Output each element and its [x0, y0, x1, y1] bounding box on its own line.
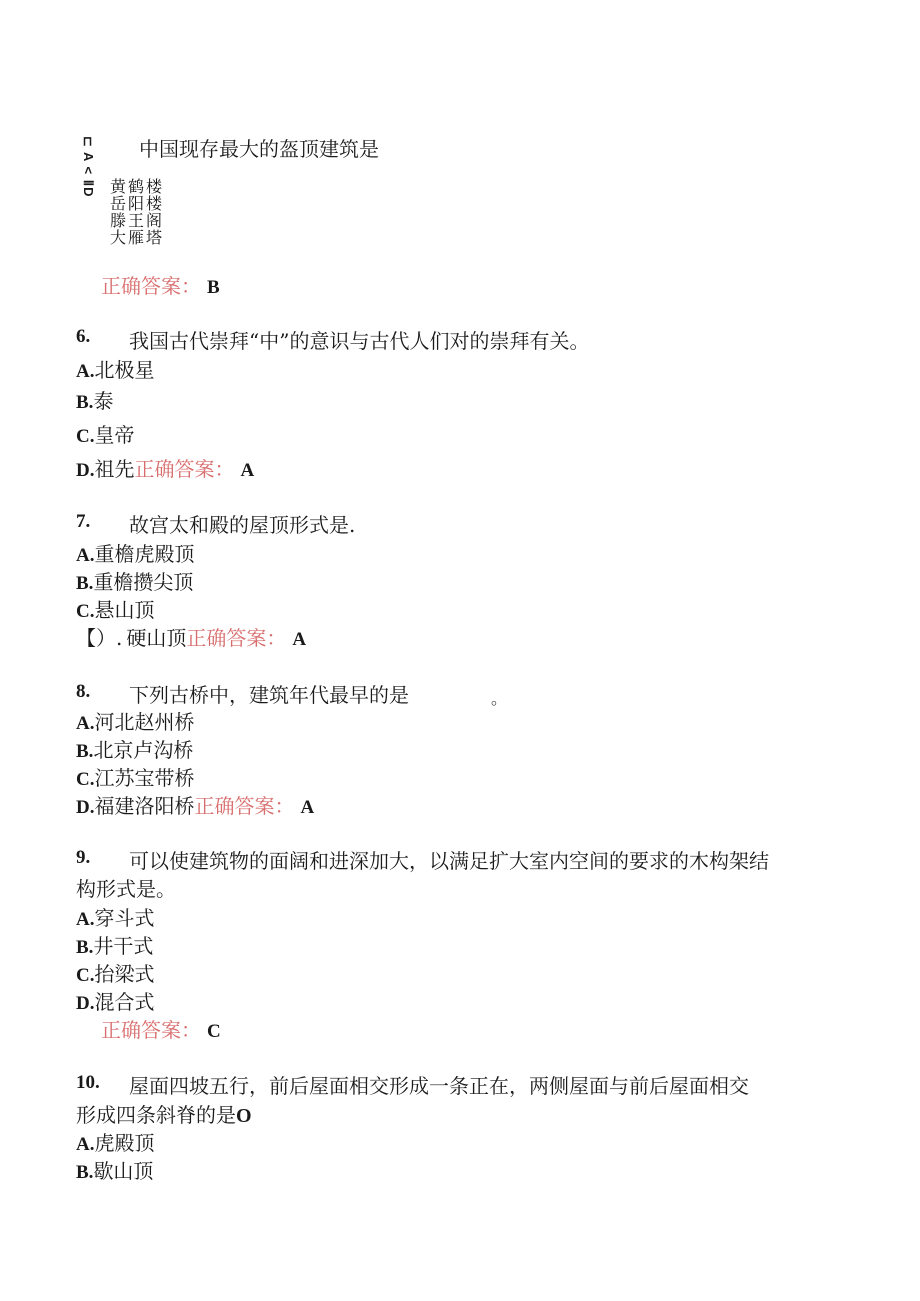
question-7-number: 7.: [76, 511, 91, 532]
question-7-option-b: B.重檐攒尖顶: [76, 570, 194, 594]
answer-label: 正确答案：: [186, 626, 287, 650]
answer-label: 正确答案：: [101, 1018, 201, 1042]
question-9-number: 9.: [76, 847, 91, 868]
question-6-option-a: A.北极星: [76, 358, 155, 382]
question-8-option-d: D.福建洛阳桥正确答案： A: [76, 794, 315, 818]
question-7-option-a: A.重檐虎殿顶: [76, 542, 195, 566]
question-6-option-c: C.皇帝: [76, 423, 135, 447]
question-6-option-d: D.祖先正确答案： A: [76, 457, 255, 481]
answer-label: 正确答案：: [194, 794, 295, 818]
question-9-option-d: D.混合式: [76, 990, 155, 1014]
answer-label: 正确答案：: [101, 274, 201, 298]
question-7-option-c: C.悬山顶: [76, 598, 155, 622]
question-7-option-d: 【）. 硬山顶正确答案： A: [76, 626, 307, 650]
question-9-text: 可以使建筑物的面阔和进深加大，以满足扩大室内空间的要求的木构架结: [129, 849, 769, 873]
answer-value: C: [207, 1021, 221, 1042]
question-6: [76, 326, 90, 348]
question-8-option-a: A.河北赵州桥: [76, 710, 195, 734]
question-7-text: 故宫太和殿的屋顶形式是.: [129, 513, 356, 537]
answer-label: 正确答案：: [134, 457, 235, 481]
question-10-number: 10.: [76, 1072, 100, 1093]
answer-value: A: [240, 460, 255, 481]
question-10-option-b: B.歇山顶: [76, 1159, 154, 1183]
answer-value: A: [300, 797, 315, 818]
question-5-option-c: 滕王阁: [110, 211, 165, 230]
question-5-option-d: 大雁塔: [110, 228, 165, 247]
question-5-answer: [101, 270, 220, 299]
question-9-option-b: B.井干式: [76, 934, 154, 958]
question-5-option-a: 黄鹤楼: [110, 177, 165, 196]
question-8-text: 下列古桥中，建筑年代最早的是: [129, 683, 409, 707]
question-9-text-cont: 构形式是。: [76, 877, 176, 901]
question-8-option-c: C.江苏宝带桥: [76, 766, 195, 790]
question-9-option-c: C.抬梁式: [76, 962, 155, 986]
question-5-marker: ⊏ A < ⅡD: [81, 136, 96, 198]
answer-value: B: [207, 277, 220, 298]
question-8-trail: 。: [491, 689, 508, 708]
question-5-text: 中国现存最大的盔顶建筑是: [139, 137, 379, 161]
question-number: 6.: [76, 326, 91, 347]
answer-value: A: [292, 629, 307, 650]
question-5-option-b: 岳阳楼: [110, 194, 165, 213]
question-10-option-a: A.虎殿顶: [76, 1131, 155, 1155]
question-10-text-cont: 形成四条斜脊的是O: [76, 1103, 252, 1127]
question-9-option-a: A.穿斗式: [76, 906, 155, 930]
question-8-option-b: B.北京卢沟桥: [76, 738, 194, 762]
question-10-text: 屋面四坡五行，前后屋面相交形成一条正在，两侧屋面与前后屋面相交: [129, 1074, 749, 1098]
question-9-answer: [101, 1014, 221, 1043]
question-6-text: 我国古代崇拜“中”的意识与古代人们对的崇拜有关。: [129, 329, 590, 353]
question-6-option-b: B.泰: [76, 389, 114, 413]
question-8-number: 8.: [76, 681, 91, 702]
